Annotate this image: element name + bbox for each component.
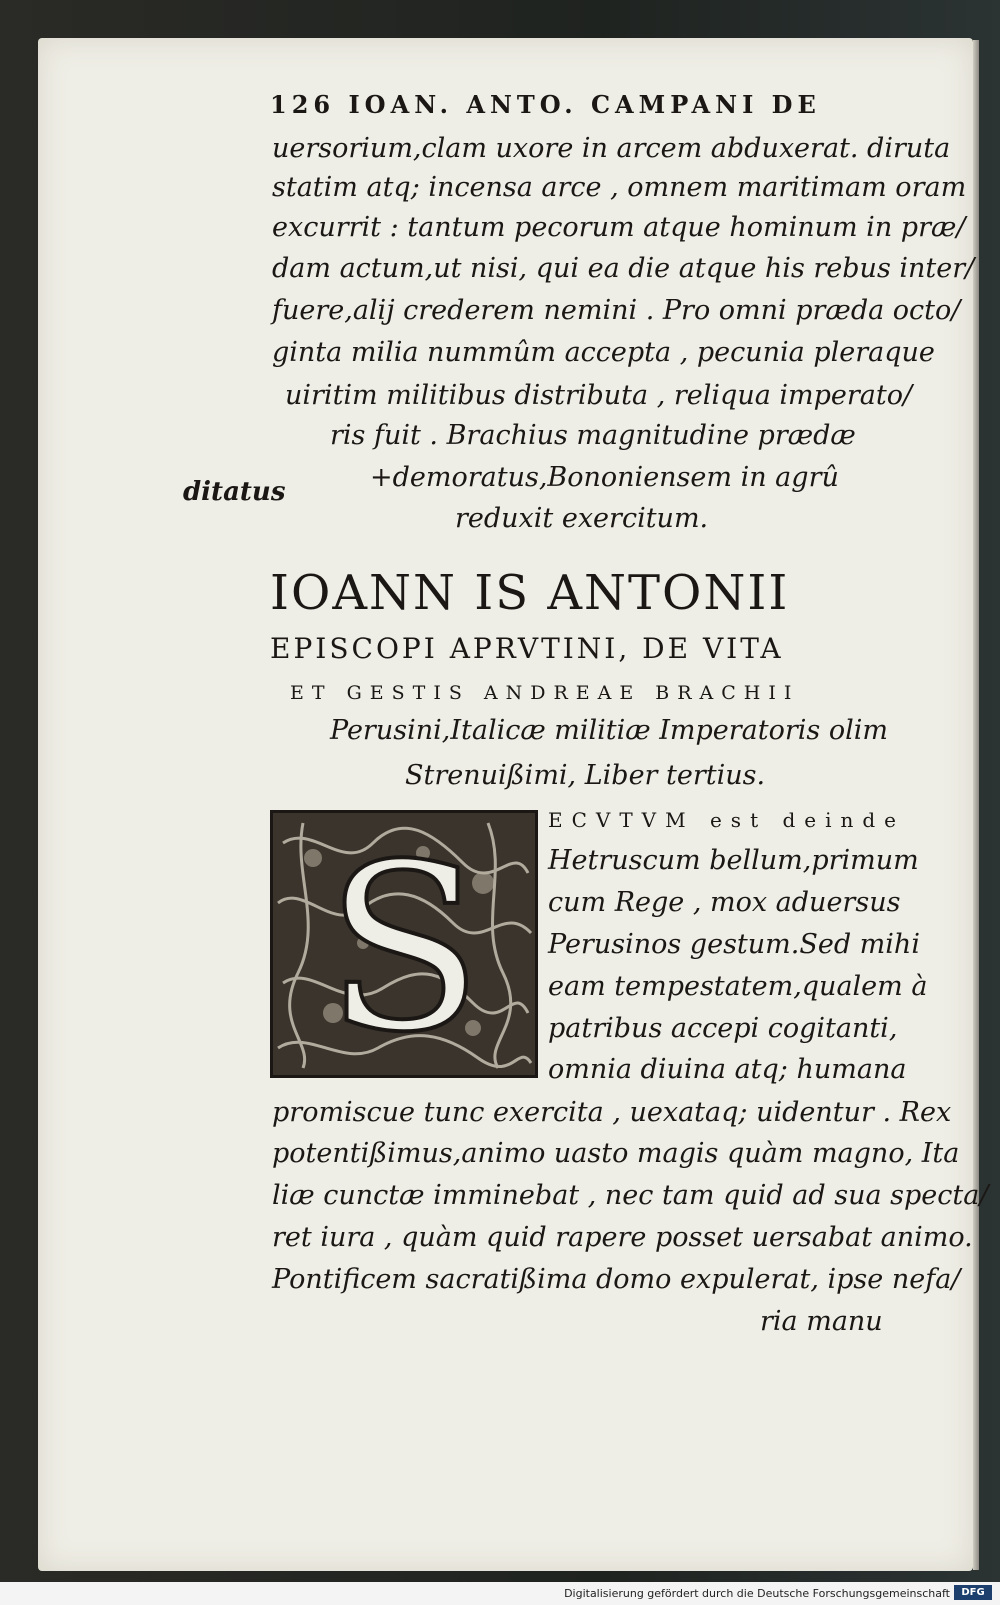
dfg-logo: DFG <box>954 1585 992 1600</box>
body-line: fuere,alij crederem nemini . Pro omni præda octo/ <box>272 295 961 326</box>
body-line: dam actum,ut nisi, qui ea die atque his rebus inter/ <box>272 253 975 284</box>
decorated-initial-art <box>273 813 535 1075</box>
body-line: uersorium,clam uxore in arcem abduxerat. diruta <box>272 133 951 164</box>
body-line: promiscue tunc exercita , uexataq; uidentur . Rex <box>272 1097 952 1128</box>
body-line: uiritim militibus distributa , reliqua imperato/ <box>285 380 913 411</box>
decorated-initial <box>270 810 538 1078</box>
book-title-line-3: ET GESTIS ANDREAE BRACHII <box>290 682 800 704</box>
body-line: ret iura , quàm quid rapere posset uersabat animo. <box>272 1222 973 1253</box>
book-title-line-1: IOANN IS ANTONII <box>270 565 790 621</box>
body-line: excurrit : tantum pecorum atque hominum in præ/ <box>272 212 966 243</box>
body-line: ria manu <box>760 1306 883 1337</box>
dropcap-line: omnia diuina atq; humana <box>548 1054 907 1085</box>
dropcap-line: patribus accepi cogitanti, <box>548 1013 898 1044</box>
dropcap-letter: S <box>325 816 483 1075</box>
dropcap-line: eam tempestatem,qualem à <box>548 971 928 1002</box>
body-line: liæ cunctæ imminebat , nec tam quid ad sua specta/ <box>272 1180 989 1211</box>
footer-credit: Digitalisierung gefördert durch die Deutsche Forschungsgemeinschaft <box>564 1587 950 1600</box>
book-title-line-4: Perusini,Italicæ militiæ Imperatoris olim <box>330 715 888 746</box>
body-line: statim atq; incensa arce , omnem maritimam oram <box>272 172 967 203</box>
book-title-line-5: Strenuißimi, Liber tertius. <box>405 760 766 791</box>
dropcap-line: ECVTVM est deinde <box>548 808 906 832</box>
book-title-line-2: EPISCOPI APRVTINI, DE VITA <box>270 632 784 665</box>
body-line: potentißimus,animo uasto magis quàm magno, Ita <box>272 1138 960 1169</box>
body-line: ginta milia nummûm accepta , pecunia pleraque <box>272 337 935 368</box>
body-line: reduxit exercitum. <box>455 503 709 534</box>
dropcap-line: Perusinos gestum.Sed mihi <box>548 929 920 960</box>
running-head: 126 IOAN. ANTO. CAMPANI DE <box>270 90 821 119</box>
body-line: +demoratus,Bononiensem in agrû <box>370 462 839 493</box>
marginal-note: ditatus <box>183 477 286 507</box>
dropcap-line: cum Rege , mox aduersus <box>548 887 901 918</box>
dropcap-line: Hetruscum bellum,primum <box>548 845 919 876</box>
body-line: Pontificem sacratißima domo expulerat, ipse nefa/ <box>272 1264 961 1295</box>
body-line: ris fuit . Brachius magnitudine prædæ <box>330 420 856 451</box>
